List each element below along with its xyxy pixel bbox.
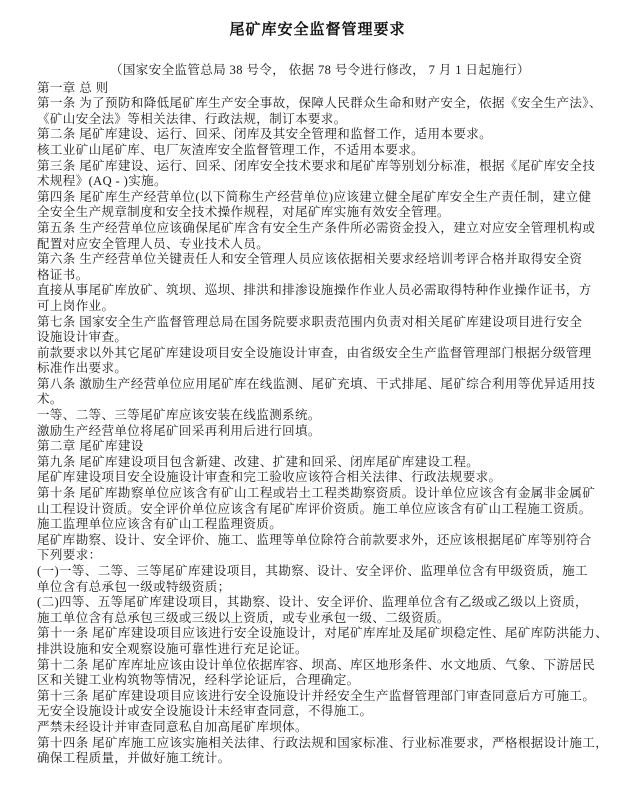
document-line: 第十一条 尾矿库建设项目应该进行安全设施设计，对尾矿库库址及尾矿坝稳定性、尾矿库防洪能力、 — [37, 626, 609, 641]
document-line: 术。 — [37, 392, 63, 407]
document-line: 尾矿库勘察、设计、安全评价、施工、监理等单位除符合前款要求外，还应该根据尾矿库等别符合 — [37, 532, 592, 547]
document-line: 第十三条 尾矿库建设项目应该进行安全设施设计并经安全生产监督管理部门审查同意后方可施工。 — [37, 688, 596, 703]
document-line: 第八条 激励生产经营单位应用尾矿库在线监测、尾矿充填、干式排尾、尾矿综合利用等优异适用技 — [37, 376, 596, 391]
document-line: 激励生产经营单位将尾矿回采再利用后进行回填。 — [37, 423, 321, 438]
document-line: 严禁未经设计并审查同意私自加高尾矿库坝体。 — [37, 719, 308, 734]
document-title: 尾矿库安全监督管理要求 — [229, 22, 406, 38]
document-line: (二)四等、五等尾矿库建设项目，其勘察、设计、安全评价、监理单位含有乙级或乙级以上资质， — [37, 595, 588, 610]
document-line: 核工业矿山尾矿库、电厂灰渣库安全监督管理工作，不适用本要求。 — [37, 142, 425, 157]
document-line: 标准作出要求。 — [37, 361, 128, 376]
document-line: 直接从事尾矿库放矿、筑坝、巡坝、排洪和排渗设施操作作业人员必需取得特种作业操作证书，方 — [37, 283, 592, 298]
document-line: 第四条 尾矿库生产经营单位(以下简称生产经营单位)应该建立健全尾矿库安全生产责任制，建立健 — [37, 189, 592, 204]
document-line: 第二章 尾矿库建设 — [37, 439, 144, 454]
document-line: 尾矿库建设项目安全设施设计审查和完工验收应该符合相关法律、行政法规要求。 — [37, 470, 502, 485]
document-line: (一)一等、二等、三等尾矿库建设项目，其勘察、设计、安全评价、监理单位含有甲级资质，施工 — [37, 564, 588, 578]
document-line: 第十四条 尾矿库施工应该实施相关法律、行政法规和国家标准、行业标准要求，严格根据设计施工， — [37, 735, 609, 750]
document-line: 区和关键工业构筑物等情况，经科学论证后，合理确定。 — [37, 673, 360, 688]
document-line: 单位含有总承包一级或特级资质； — [37, 579, 231, 594]
document-line: 施工单位含有总承包三级或三级以上资质，或专业承包一级、二级资质。 — [37, 610, 450, 625]
document-line: 格证书。 — [37, 267, 89, 282]
document-line: 一等、二等、三等尾矿库应该安装在线监测系统。 — [37, 408, 321, 423]
document-line: 第七条 国家安全生产监督管理总局在国务院要求职责范围内负责对相关尾矿库建设项目进行安全 — [37, 314, 583, 329]
document-line: 可上岗作业。 — [37, 298, 115, 313]
document-line: 第一章 总 则 — [37, 80, 109, 95]
document-line: 第十条 尾矿库勘察单位应该含有矿山工程或岩土工程类勘察资质。设计单位应该含有金属非金属矿 — [37, 486, 596, 501]
document-line: 《矿山安全法》等相关法律、行政法规，制订本要求。 — [37, 111, 347, 126]
document-line: 施工监理单位应该含有矿山工程监理资质。 — [37, 517, 283, 532]
document-line: 确保工程质量，并做好施工统计。 — [37, 751, 231, 766]
document-body — [37, 80, 609, 767]
document-line: 全安全生产规章制度和安全技术操作规程，对尾矿库实施有效安全管理。 — [37, 205, 450, 220]
document-line: 配置对应安全管理人员、专业技术人员。 — [37, 236, 270, 251]
document-line: 下列要求： — [37, 548, 102, 563]
document-line: 第六条 生产经营单位关键责任人和安全管理人员应该依据相关要求经培训考评合格并取得安全资 — [37, 252, 583, 267]
document-line: 山工程设计资质。安全评价单位应该含有尾矿库评价资质。施工单位应该含有矿山工程施工资质。 — [37, 501, 592, 516]
document-line: 前款要求以外其它尾矿库建设项目安全设施设计审查，由省级安全生产监督管理部门根据分级管理 — [37, 345, 592, 360]
document-line: 第二条 尾矿库建设、运行、回采、闭库及其安全管理和监督工作，适用本要求。 — [37, 127, 493, 142]
document-subtitle: （国家安全监管总局 38 号令， 依据 78 号令进行修改， 7 月 1 日起施行） — [110, 63, 530, 77]
document-line: 第三条 尾矿库建设、运行、回采、闭库安全技术要求和尾矿库等别划分标准，根据《尾矿库安全技 — [37, 158, 596, 173]
document-line: 第一条 为了预防和降低尾矿库生产安全事故，保障人民群众生命和财产安全，依据《安全生产法》、 — [37, 96, 602, 111]
document-line: 术规程》(AQ - )实施。 — [37, 174, 167, 189]
document-line: 排洪设施和安全观察设施可靠性进行充足论证。 — [37, 641, 308, 656]
document-line: 第十二条 尾矿库库址应该由设计单位依据库容、坝高、库区地形条件、水文地质、气象、下游居民 — [37, 657, 596, 672]
document-line: 第五条 生产经营单位应该确保尾矿库含有安全生产条件所必需资金投入，建立对应安全管理机构或 — [37, 220, 596, 235]
document-line: 第九条 尾矿库建设项目包含新建、改建、扩建和回采、闭库尾矿库建设工程。 — [37, 454, 480, 469]
document-line: 无安全设施设计或安全设施设计未经审查同意，不得施工。 — [37, 704, 373, 719]
document-line: 设施设计审查。 — [37, 330, 128, 345]
